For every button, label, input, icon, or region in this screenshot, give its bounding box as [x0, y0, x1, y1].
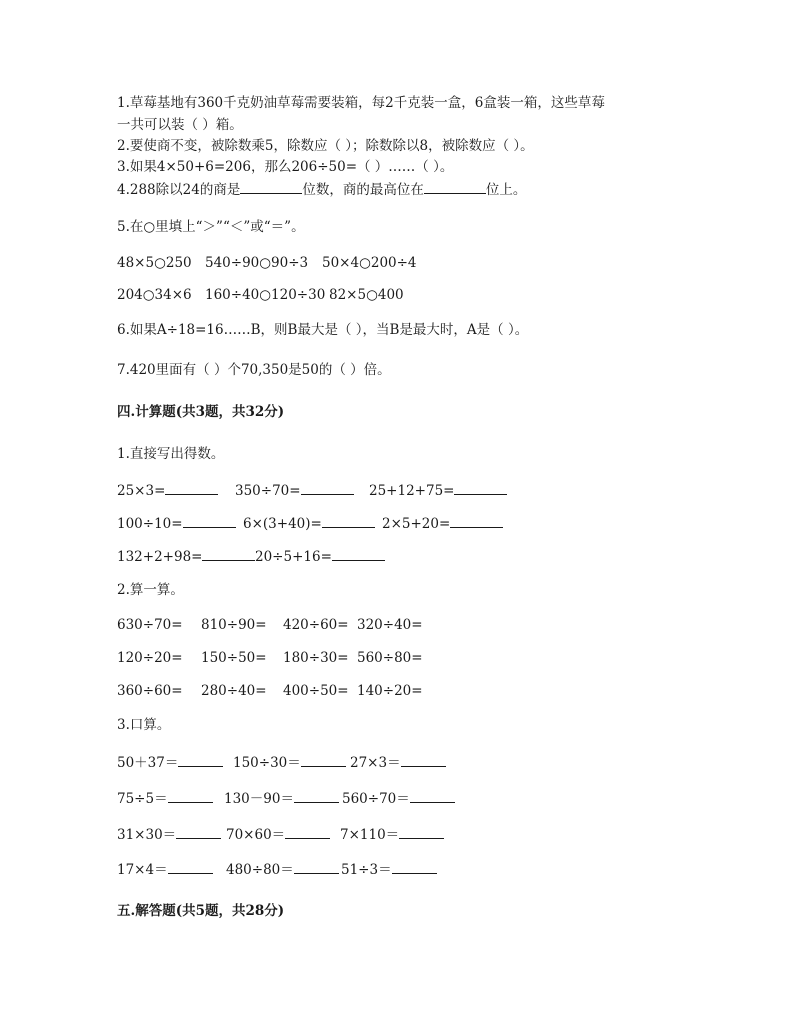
calc-item: 810÷90=	[201, 617, 267, 633]
question-1-line-2: 一共可以装（ ）箱。	[117, 117, 243, 133]
calc-item	[255, 547, 385, 566]
expression: 50＋37＝	[117, 755, 179, 771]
expression: 480÷80＝	[226, 862, 294, 878]
calc-item	[226, 860, 339, 879]
answer-blank[interactable]	[294, 789, 339, 803]
calc-item: 120÷20=	[117, 650, 183, 666]
answer-blank[interactable]	[301, 753, 346, 767]
answer-blank[interactable]	[294, 860, 339, 874]
expression: 17×4＝	[117, 862, 168, 878]
expression: 560÷70＝	[342, 791, 410, 807]
answer-blank[interactable]	[399, 825, 444, 839]
calc-item	[340, 825, 444, 844]
calc-item: 420÷60=	[283, 617, 349, 633]
calc-item	[224, 789, 339, 808]
answer-blank[interactable]	[176, 825, 221, 839]
calc-item	[350, 753, 446, 772]
expression: 130－90＝	[224, 791, 294, 807]
answer-blank[interactable]	[401, 753, 446, 767]
calc-item	[117, 753, 223, 772]
question-4-part-a: 4.288除以24的商是	[117, 182, 241, 198]
calc-item	[233, 753, 346, 772]
calc-item: 560÷80=	[357, 650, 423, 666]
compare-item: 540÷90○90÷3	[205, 255, 309, 271]
calc-item: 150÷50=	[201, 650, 267, 666]
calc-item	[369, 481, 507, 500]
expression: 132+2+98=	[117, 549, 203, 565]
part-1-title: 1.直接写出得数。	[117, 446, 225, 462]
question-3: 3.如果4×50+6=206，那么206÷50=（ ）……（ ）。	[117, 159, 454, 175]
calc-item	[235, 481, 354, 500]
answer-blank[interactable]	[202, 547, 255, 561]
answer-blank[interactable]	[178, 753, 223, 767]
question-4	[117, 180, 526, 199]
compare-item: 160÷40○120÷30	[205, 287, 326, 303]
answer-blank[interactable]	[332, 547, 385, 561]
expression: 350÷70=	[235, 483, 301, 499]
calc-item: 320÷40=	[357, 617, 423, 633]
expression: 25+12+75=	[369, 483, 455, 499]
question-4-part-b: 位数，商的最高位在	[302, 182, 424, 198]
answer-blank[interactable]	[301, 481, 354, 495]
calc-item: 630÷70=	[117, 617, 183, 633]
calc-item: 280÷40=	[201, 683, 267, 699]
question-5: 5.在○里填上“＞”“＜”或“＝”。	[117, 219, 305, 235]
expression: 25×3=	[117, 483, 166, 499]
answer-blank[interactable]	[410, 789, 455, 803]
answer-blank[interactable]	[240, 180, 302, 194]
answer-blank[interactable]	[168, 789, 213, 803]
part-3-title: 3.口算。	[117, 717, 171, 733]
answer-blank[interactable]	[165, 481, 218, 495]
answer-blank[interactable]	[183, 514, 236, 528]
expression: 20÷5+16=	[255, 549, 332, 565]
expression: 31×30＝	[117, 827, 177, 843]
question-2: 2.要使商不变，被除数乘5，除数应（ ）；除数除以8，被除数应（ ）。	[117, 138, 534, 154]
calc-item	[382, 514, 503, 533]
calc-item	[226, 825, 330, 844]
compare-item: 50×4○200÷4	[322, 255, 417, 271]
answer-blank[interactable]	[322, 514, 375, 528]
calc-item: 180÷30=	[283, 650, 349, 666]
answer-blank[interactable]	[392, 860, 437, 874]
question-4-part-c: 位上。	[485, 182, 527, 198]
answer-blank[interactable]	[424, 180, 486, 194]
expression: 51÷3＝	[341, 862, 392, 878]
calc-item	[243, 514, 375, 533]
calc-item	[342, 789, 455, 808]
expression: 27×3＝	[350, 755, 401, 771]
expression: 75÷5＝	[117, 791, 168, 807]
calc-item: 400÷50=	[283, 683, 349, 699]
question-1-line-1: 1.草莓基地有360千克奶油草莓需要装箱，每2千克装一盒，6盒装一箱，这些草莓	[117, 95, 605, 111]
expression: 6×(3+40)=	[243, 516, 322, 532]
expression: 2×5+20=	[382, 516, 451, 532]
compare-item: 48×5○250	[117, 255, 192, 271]
question-7: 7.420里面有（ ）个70,350是50的（ ）倍。	[117, 362, 391, 378]
question-6: 6.如果A÷18=16……B，则B最大是（ ），当B是最大时，A是（ ）。	[117, 322, 529, 338]
expression: 150÷30＝	[233, 755, 301, 771]
expression: 100÷10=	[117, 516, 183, 532]
calc-item	[117, 789, 213, 808]
section-5-title: 五.解答题(共5题，共28分)	[117, 903, 285, 919]
answer-blank[interactable]	[285, 825, 330, 839]
calc-item: 360÷60=	[117, 683, 183, 699]
calc-item	[117, 514, 236, 533]
calc-item	[117, 860, 213, 879]
answer-blank[interactable]	[454, 481, 507, 495]
answer-blank[interactable]	[450, 514, 503, 528]
compare-item: 204○34×6	[117, 287, 192, 303]
calc-item	[341, 860, 437, 879]
part-2-title: 2.算一算。	[117, 582, 184, 598]
answer-blank[interactable]	[168, 860, 213, 874]
expression: 70×60＝	[226, 827, 286, 843]
expression: 7×110＝	[340, 827, 400, 843]
calc-item: 140÷20=	[357, 683, 423, 699]
calc-item	[117, 825, 221, 844]
calc-item	[117, 481, 218, 500]
section-4-title: 四.计算题(共3题，共32分)	[117, 404, 285, 420]
compare-item: 82×5○400	[329, 287, 404, 303]
calc-item	[117, 547, 255, 566]
